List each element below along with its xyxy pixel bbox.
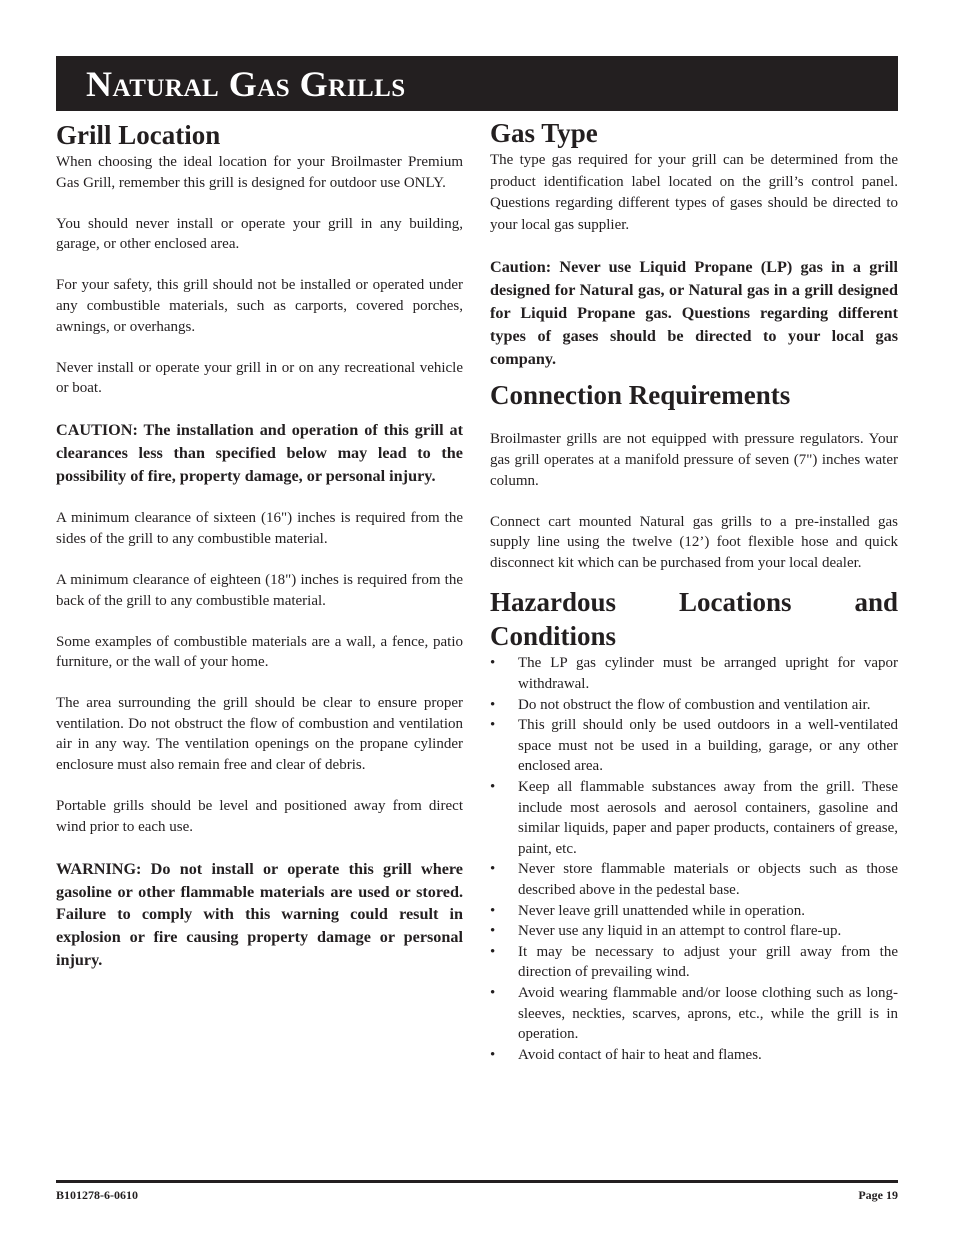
page-title: Natural Gas Grills xyxy=(86,64,406,104)
footer-rule xyxy=(56,1180,898,1183)
grill-location-paragraph: Never install or operate your grill in or on any recreational vehicle or boat. xyxy=(56,359,463,397)
right-column xyxy=(490,116,898,1065)
hazardous-locations-heading: Hazardous Locations and Conditions xyxy=(490,587,898,652)
clearance-caution: CAUTION: The installation and operation of this grill at clearances less than specified below may lead to the possibility of fire, property damage, or personal injury. xyxy=(56,421,463,485)
list-item: • Keep all flammable substances away from the grill. These include most aerosols and aerosol containers, gasoline and similar liquids, paper and paper products, containers of grease, paint, etc. xyxy=(490,778,898,857)
grill-location-heading: Grill Location xyxy=(56,120,221,150)
grill-location-paragraph: You should never install or operate your grill in any building, garage, or other enclosed area. xyxy=(56,215,463,253)
hazard-list xyxy=(490,653,898,1065)
flammable-warning: WARNING: Do not install or operate this grill where gasoline or other flammable materials are used or stored. Failure to comply with this warning could result in explosion or fire causing property damage or personal injury. xyxy=(56,859,463,970)
grill-location-paragraph: Some examples of combustible materials are a wall, a fence, patio furniture, or the wall of your home. xyxy=(56,633,463,671)
list-item: • Never store flammable materials or objects such as those described above in the pedestal base. xyxy=(490,861,898,898)
left-column xyxy=(56,118,463,972)
list-item: • Never use any liquid in an attempt to control flare-up. xyxy=(490,923,842,940)
grill-location-paragraph: When choosing the ideal location for your Broilmaster Premium Gas Grill, remember this grill is designed for outdoor use ONLY. xyxy=(56,154,463,191)
connection-requirements-heading: Connection Requirements xyxy=(490,380,791,411)
list-item: • Avoid contact of hair to heat and flames. xyxy=(490,1046,762,1063)
list-item: • This grill should only be used outdoors in a well-ventilated space must not be used in a building, garage, or any other enclosed area. xyxy=(490,717,898,775)
gas-type-heading: Gas Type xyxy=(490,118,598,148)
title-bar xyxy=(56,56,898,111)
gas-type-caution: Caution: Never use Liquid Propane (LP) gas in a grill designed for Natural gas, or Natural gas in a grill designed for Liquid Propane gas. Questions regarding different types of gases should be directed to your local gas company. xyxy=(490,258,898,368)
list-item: • Never leave grill unattended while in operation. xyxy=(490,902,805,919)
list-item: • It may be necessary to adjust your grill away from the direction of prevailing wind. xyxy=(490,943,898,981)
list-item: • The LP gas cylinder must be arranged upright for vapor withdrawal. xyxy=(490,655,898,693)
grill-location-paragraph: A minimum clearance of sixteen (16") inches is required from the sides of the grill to any combustible material. xyxy=(56,510,463,547)
list-item: • Do not obstruct the flow of combustion and ventilation air. xyxy=(490,696,871,713)
connection-paragraph: Broilmaster grills are not equipped with pressure regulators. Your gas grill operates at a manifold pressure of seven (7") inches water column. xyxy=(490,431,898,489)
grill-location-paragraph: The area surrounding the grill should be clear to ensure proper ventilation. Do not obstruct the flow of combustion and ventilation air in any way. The ventilation openings on the propane cylinder enclosure must also remain free and clear of debris. xyxy=(56,695,463,774)
grill-location-paragraph: For your safety, this grill should not be installed or operated under any combustible materials, such as carports, covered porches, awnings, or overhangs. xyxy=(56,277,463,335)
gas-type-paragraph: The type gas required for your grill can be determined from the product identification label located on the grill’s control panel. Questions regarding different types of gases should be directed to your local gas supplier. xyxy=(490,152,898,233)
list-item: • Avoid wearing flammable and/or loose clothing such as long-sleeves, neckties, scarves, aprons, etc., while the grill is in operation. xyxy=(490,984,898,1043)
connection-paragraph: Connect cart mounted Natural gas grills to a pre-installed gas supply line using the twelve (12’) foot flexible hose and quick disconnect kit which can be purchased from your local dealer. xyxy=(490,513,898,571)
document-number: B101278-6-0610 xyxy=(56,1188,138,1202)
page-number: Page 19 xyxy=(858,1188,898,1202)
grill-location-paragraph: Portable grills should be level and positioned away from direct wind prior to each use. xyxy=(56,798,463,835)
grill-location-paragraph: A minimum clearance of eighteen (18") inches is required from the back of the grill to any combustible material. xyxy=(56,571,463,609)
